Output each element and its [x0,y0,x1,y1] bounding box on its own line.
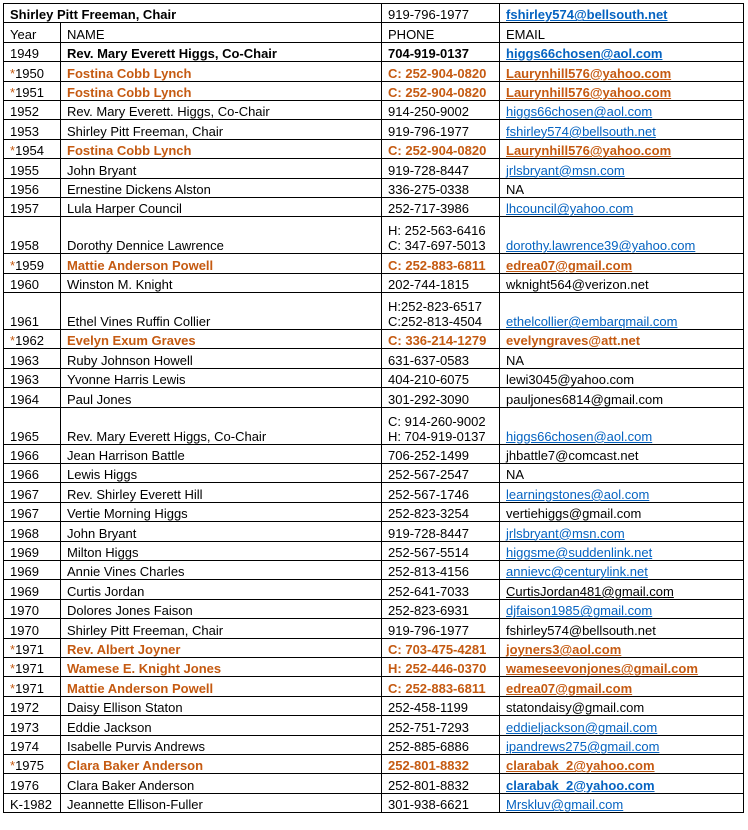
phone-line: H: 252-446-0370 [388,661,487,677]
phone-line: C: 252-904-0820 [388,65,487,81]
row-email[interactable]: learningstones@aol.com [500,483,744,502]
phone-line: 301-938-6621 [388,797,469,813]
phone-line: C: 703-475-4281 [388,641,487,657]
row-year [4,657,61,676]
row-phone [382,120,500,139]
column-name: NAME [61,23,382,42]
table-row [4,330,744,349]
row-email[interactable]: higgs66chosen@aol.com [500,407,744,444]
year-text: 1962 [15,333,44,349]
table-row [4,197,744,216]
row-name: Rev. Shirley Everett Hill [61,483,382,502]
row-email[interactable]: eddieljackson@gmail.com [500,716,744,735]
year-text: 1952 [10,104,39,120]
row-phone [382,754,500,773]
asterisk-mark: * [10,661,16,677]
row-name: Clara Baker Anderson [61,754,382,773]
table-row [4,793,744,812]
row-year [4,407,61,444]
year-text: 1959 [15,257,44,273]
row-phone [382,580,500,599]
year-text: 1958 [10,238,39,254]
year-text: 1966 [10,448,39,464]
row-year [4,62,61,81]
table-row [4,293,744,330]
row-phone [382,716,500,735]
row-year [4,638,61,657]
row-year [4,388,61,407]
table-row [4,677,744,696]
row-phone [382,696,500,715]
year-text: 1963 [10,372,39,388]
row-name: Yvonne Harris Lewis [61,368,382,387]
year-text: 1961 [10,314,39,330]
row-phone [382,483,500,502]
row-name: Clara Baker Anderson [61,774,382,793]
row-phone [382,62,500,81]
year-text: 1960 [10,277,39,293]
phone-line: C: 252-883-6811 [388,680,486,696]
table-row [4,754,744,773]
phone-line: 919-796-1977 [388,123,469,139]
row-phone [382,638,500,657]
phone-line: H: 252-563-6416 [388,223,486,239]
table-row [4,619,744,638]
asterisk-mark: * [10,641,16,657]
row-year [4,522,61,541]
row-name: Curtis Jordan [61,580,382,599]
row-email[interactable]: pauljones6814@gmail.com [500,388,744,407]
year-text: 1956 [10,181,39,197]
row-year [4,178,61,197]
year-text: 1971 [15,641,44,657]
table-row [4,696,744,715]
row-phone [382,42,500,61]
phone-line: 252-641-7033 [388,583,469,599]
table-row [4,349,744,368]
table-row [4,100,744,119]
row-phone [382,735,500,754]
row-phone [382,273,500,292]
column-email: EMAIL [500,23,744,42]
row-phone [382,139,500,158]
table-row [4,407,744,444]
row-email[interactable]: higgsme@suddenlink.net [500,541,744,560]
row-phone [382,81,500,100]
phone-line: C: 252-904-0820 [388,84,487,100]
row-name: John Bryant [61,522,382,541]
row-year [4,330,61,349]
row-name: Isabelle Purvis Andrews [61,735,382,754]
table-row [4,81,744,100]
row-email[interactable]: jrlsbryant@msn.com [500,522,744,541]
row-phone [382,407,500,444]
row-email[interactable]: edrea07@gmail.com [500,677,744,696]
phone-line: C: 252-883-6811 [388,257,486,273]
table-row [4,599,744,618]
row-year [4,599,61,618]
phone-line: 914-250-9002 [388,104,469,120]
row-name: Rev. Mary Everett Higgs, Co-Chair [61,407,382,444]
year-text: 1972 [10,700,39,716]
row-phone [382,619,500,638]
row-name: Winston M. Knight [61,273,382,292]
row-phone [382,793,500,812]
row-email[interactable]: fshirley574@bellsouth.net [500,120,744,139]
table-row [4,42,744,61]
table-row [4,120,744,139]
table-row [4,580,744,599]
chair-header-row [4,4,744,23]
row-name: Rev. Mary Everett Higgs, Co-Chair [61,42,382,61]
phone-line: 252-823-3254 [388,506,469,522]
row-phone [382,330,500,349]
phone-line: 706-252-1499 [388,448,469,464]
row-email[interactable]: wknight564@verizon.net [500,273,744,292]
year-text: 1976 [10,777,39,793]
row-year [4,541,61,560]
row-name: Mattie Anderson Powell [61,677,382,696]
row-year [4,560,61,579]
table-row [4,178,744,197]
row-year [4,580,61,599]
year-text: 1964 [10,391,39,407]
row-year [4,677,61,696]
year-text: 1971 [15,680,44,696]
row-phone [382,293,500,330]
year-text: 1975 [15,758,44,774]
row-phone [382,368,500,387]
row-phone [382,560,500,579]
row-phone [382,100,500,119]
year-text: 1970 [10,603,39,619]
row-year [4,139,61,158]
row-email[interactable]: ethelcollier@embarqmail.com [500,293,744,330]
row-email[interactable]: Laurynhill576@yahoo.com [500,139,744,158]
table-row [4,217,744,254]
phone-line: C: 336-214-1279 [388,333,487,349]
year-text: 1966 [10,467,39,483]
row-year [4,197,61,216]
table-row [4,735,744,754]
row-email[interactable]: jhbattle7@comcast.net [500,444,744,463]
row-email[interactable]: jrlsbryant@msn.com [500,159,744,178]
row-email[interactable]: wameseevonjones@gmail.com [500,657,744,676]
chair-name: Shirley Pitt Freeman, Chair [4,4,382,23]
table-row [4,541,744,560]
row-name: Wamese E. Knight Jones [61,657,382,676]
row-phone [382,254,500,273]
phone-line: 919-728-8447 [388,162,469,178]
phone-line: 252-458-1199 [388,700,469,716]
row-name: Ernestine Dickens Alston [61,178,382,197]
table-row [4,444,744,463]
year-text: 1974 [10,738,39,754]
row-email[interactable]: vertiehiggs@gmail.com [500,502,744,521]
row-name: Dorothy Dennice Lawrence [61,217,382,254]
year-text: 1949 [10,46,39,62]
row-year [4,754,61,773]
row-name: Shirley Pitt Freeman, Chair [61,619,382,638]
row-name: Rev. Mary Everett. Higgs, Co-Chair [61,100,382,119]
row-year [4,349,61,368]
table-row [4,638,744,657]
row-year [4,217,61,254]
row-year [4,273,61,292]
row-year [4,293,61,330]
row-phone [382,178,500,197]
year-text: 1953 [10,123,39,139]
year-text: 1969 [10,564,39,580]
year-text: 1950 [15,65,44,81]
row-email[interactable]: fshirley574@bellsouth.net [500,619,744,638]
table-row [4,388,744,407]
row-email: NA [500,178,744,197]
row-phone [382,159,500,178]
year-text: 1963 [10,352,39,368]
row-year [4,696,61,715]
row-year [4,619,61,638]
row-year [4,254,61,273]
row-phone [382,388,500,407]
column-header-row [4,23,744,42]
year-text: 1969 [10,544,39,560]
row-name: Shirley Pitt Freeman, Chair [61,120,382,139]
phone-line: 252-823-6931 [388,603,469,619]
row-phone [382,541,500,560]
row-email[interactable]: higgs66chosen@aol.com [500,100,744,119]
row-name: Fostina Cobb Lynch [61,81,382,100]
row-year [4,42,61,61]
phone-line: H: 704-919-0137 [388,428,486,444]
phone-line: 919-796-1977 [388,622,469,638]
phone-line: 919-728-8447 [388,525,469,541]
row-phone [382,774,500,793]
row-name: Vertie Morning Higgs [61,502,382,521]
table-row [4,483,744,502]
table-row [4,716,744,735]
year-text: 1969 [10,583,39,599]
table-row [4,560,744,579]
year-text: 1954 [15,143,44,159]
row-year [4,793,61,812]
row-name: John Bryant [61,159,382,178]
year-text: 1970 [10,622,39,638]
asterisk-mark: * [10,758,16,774]
row-name: Fostina Cobb Lynch [61,62,382,81]
row-email[interactable]: CurtisJordan481@gmail.com [500,580,744,599]
row-email[interactable]: Mrskluv@gmail.com [500,793,744,812]
phone-line: 704-919-0137 [388,46,469,62]
phone-line: 252-751-7293 [388,719,469,735]
year-text: 1965 [10,428,39,444]
row-email[interactable]: evelyngraves@att.net [500,330,744,349]
asterisk-mark: * [10,65,16,81]
row-email[interactable]: Laurynhill576@yahoo.com [500,81,744,100]
row-email[interactable]: higgs66chosen@aol.com [500,42,744,61]
year-text: 1955 [10,162,39,178]
row-name: Dolores Jones Faison [61,599,382,618]
table-row [4,254,744,273]
phone-line: 252-885-6886 [388,738,469,754]
row-name: Eddie Jackson [61,716,382,735]
table-row [4,273,744,292]
row-year [4,81,61,100]
row-email[interactable]: clarabak_2@yahoo.com [500,774,744,793]
row-email: NA [500,349,744,368]
table-row [4,368,744,387]
table-row [4,159,744,178]
phone-line: 252-801-8832 [388,777,469,793]
phone-line: 252-813-4156 [388,564,469,580]
row-phone [382,657,500,676]
asterisk-mark: * [10,333,16,349]
year-text: 1951 [15,84,44,100]
row-phone [382,677,500,696]
row-year [4,502,61,521]
row-name: Paul Jones [61,388,382,407]
phone-line: C: 347-697-5013 [388,238,486,254]
phone-line: C:252-813-4504 [388,314,482,330]
row-email[interactable]: lewi3045@yahoo.com [500,368,744,387]
row-phone [382,522,500,541]
table-row [4,139,744,158]
year-text: 1967 [10,506,39,522]
phone-line: 631-637-0583 [388,352,469,368]
year-text: 1973 [10,719,39,735]
table-row [4,774,744,793]
phone-line: 301-292-3090 [388,391,469,407]
row-phone [382,502,500,521]
row-phone [382,217,500,254]
row-phone [382,599,500,618]
row-year [4,483,61,502]
year-text: 1971 [15,661,44,677]
row-year [4,716,61,735]
phone-line: 252-717-3986 [388,201,469,217]
row-email[interactable]: anniev​c@centurylink.net [500,560,744,579]
row-phone [382,197,500,216]
row-year [4,444,61,463]
phone-line: 404-210-6075 [388,372,469,388]
row-email[interactable]: dorothy.lawrence39@yahoo.com [500,217,744,254]
row-year [4,774,61,793]
row-email[interactable]: lhcouncil@yahoo.com [500,197,744,216]
phone-line: H:252-823-6517 [388,299,482,315]
asterisk-mark: * [10,257,16,273]
row-year [4,464,61,483]
table-row [4,62,744,81]
year-text: 1957 [10,201,39,217]
row-name: Jeannette Ellison-Fuller [61,793,382,812]
row-name: Rev. Albert Joyner [61,638,382,657]
table-row [4,502,744,521]
row-name: Evelyn Exum Graves [61,330,382,349]
row-email[interactable]: ipandrews275@gmail.com [500,735,744,754]
row-phone [382,464,500,483]
chair-email[interactable]: fshirley574@bellsouth.net [500,4,744,23]
row-name: Annie Vines Charles [61,560,382,579]
row-email[interactable]: statondaisy@gmail.com [500,696,744,715]
row-year [4,368,61,387]
row-email[interactable]: Laurynhill576@yahoo.com [500,62,744,81]
directory-table [3,3,744,813]
row-name: Ruby Johnson Howell [61,349,382,368]
row-year [4,120,61,139]
row-email: NA [500,464,744,483]
row-name: Daisy Ellison Staton [61,696,382,715]
year-text: 1967 [10,486,39,502]
row-email[interactable]: clarabak_2@yahoo.com [500,754,744,773]
table-row [4,657,744,676]
row-year [4,735,61,754]
chair-phone: 919-796-1977 [382,4,500,23]
year-text: 1968 [10,525,39,541]
asterisk-mark: * [10,680,16,696]
year-text: K-1982 [10,797,52,813]
row-email[interactable]: joyners3@aol.com [500,638,744,657]
row-name: Lewis Higgs [61,464,382,483]
table-row [4,464,744,483]
row-phone [382,349,500,368]
row-name: Lula Harper Council [61,197,382,216]
phone-line: C: 914-260-9002 [388,413,486,429]
phone-line: C: 252-904-0820 [388,143,487,159]
phone-line: 252-567-2547 [388,467,469,483]
row-year [4,100,61,119]
row-phone [382,444,500,463]
row-name: Milton Higgs [61,541,382,560]
row-name: Fostina Cobb Lynch [61,139,382,158]
asterisk-mark: * [10,84,16,100]
table-row [4,522,744,541]
asterisk-mark: * [10,143,16,159]
row-name: Ethel Vines Ruffin Collier [61,293,382,330]
phone-line: 202-744-1815 [388,277,469,293]
row-name: Jean Harrison Battle [61,444,382,463]
phone-line: 252-567-1746 [388,486,469,502]
row-name: Mattie Anderson Powell [61,254,382,273]
row-year [4,159,61,178]
row-email[interactable]: djfaison1985@gmail.com [500,599,744,618]
column-phone: PHONE [382,23,500,42]
phone-line: 336-275-0338 [388,181,469,197]
row-email[interactable]: edrea07@gmail.com [500,254,744,273]
phone-line: 252-567-5514 [388,544,469,560]
column-year: Year [4,23,61,42]
phone-line: 252-801-8832 [388,758,469,774]
